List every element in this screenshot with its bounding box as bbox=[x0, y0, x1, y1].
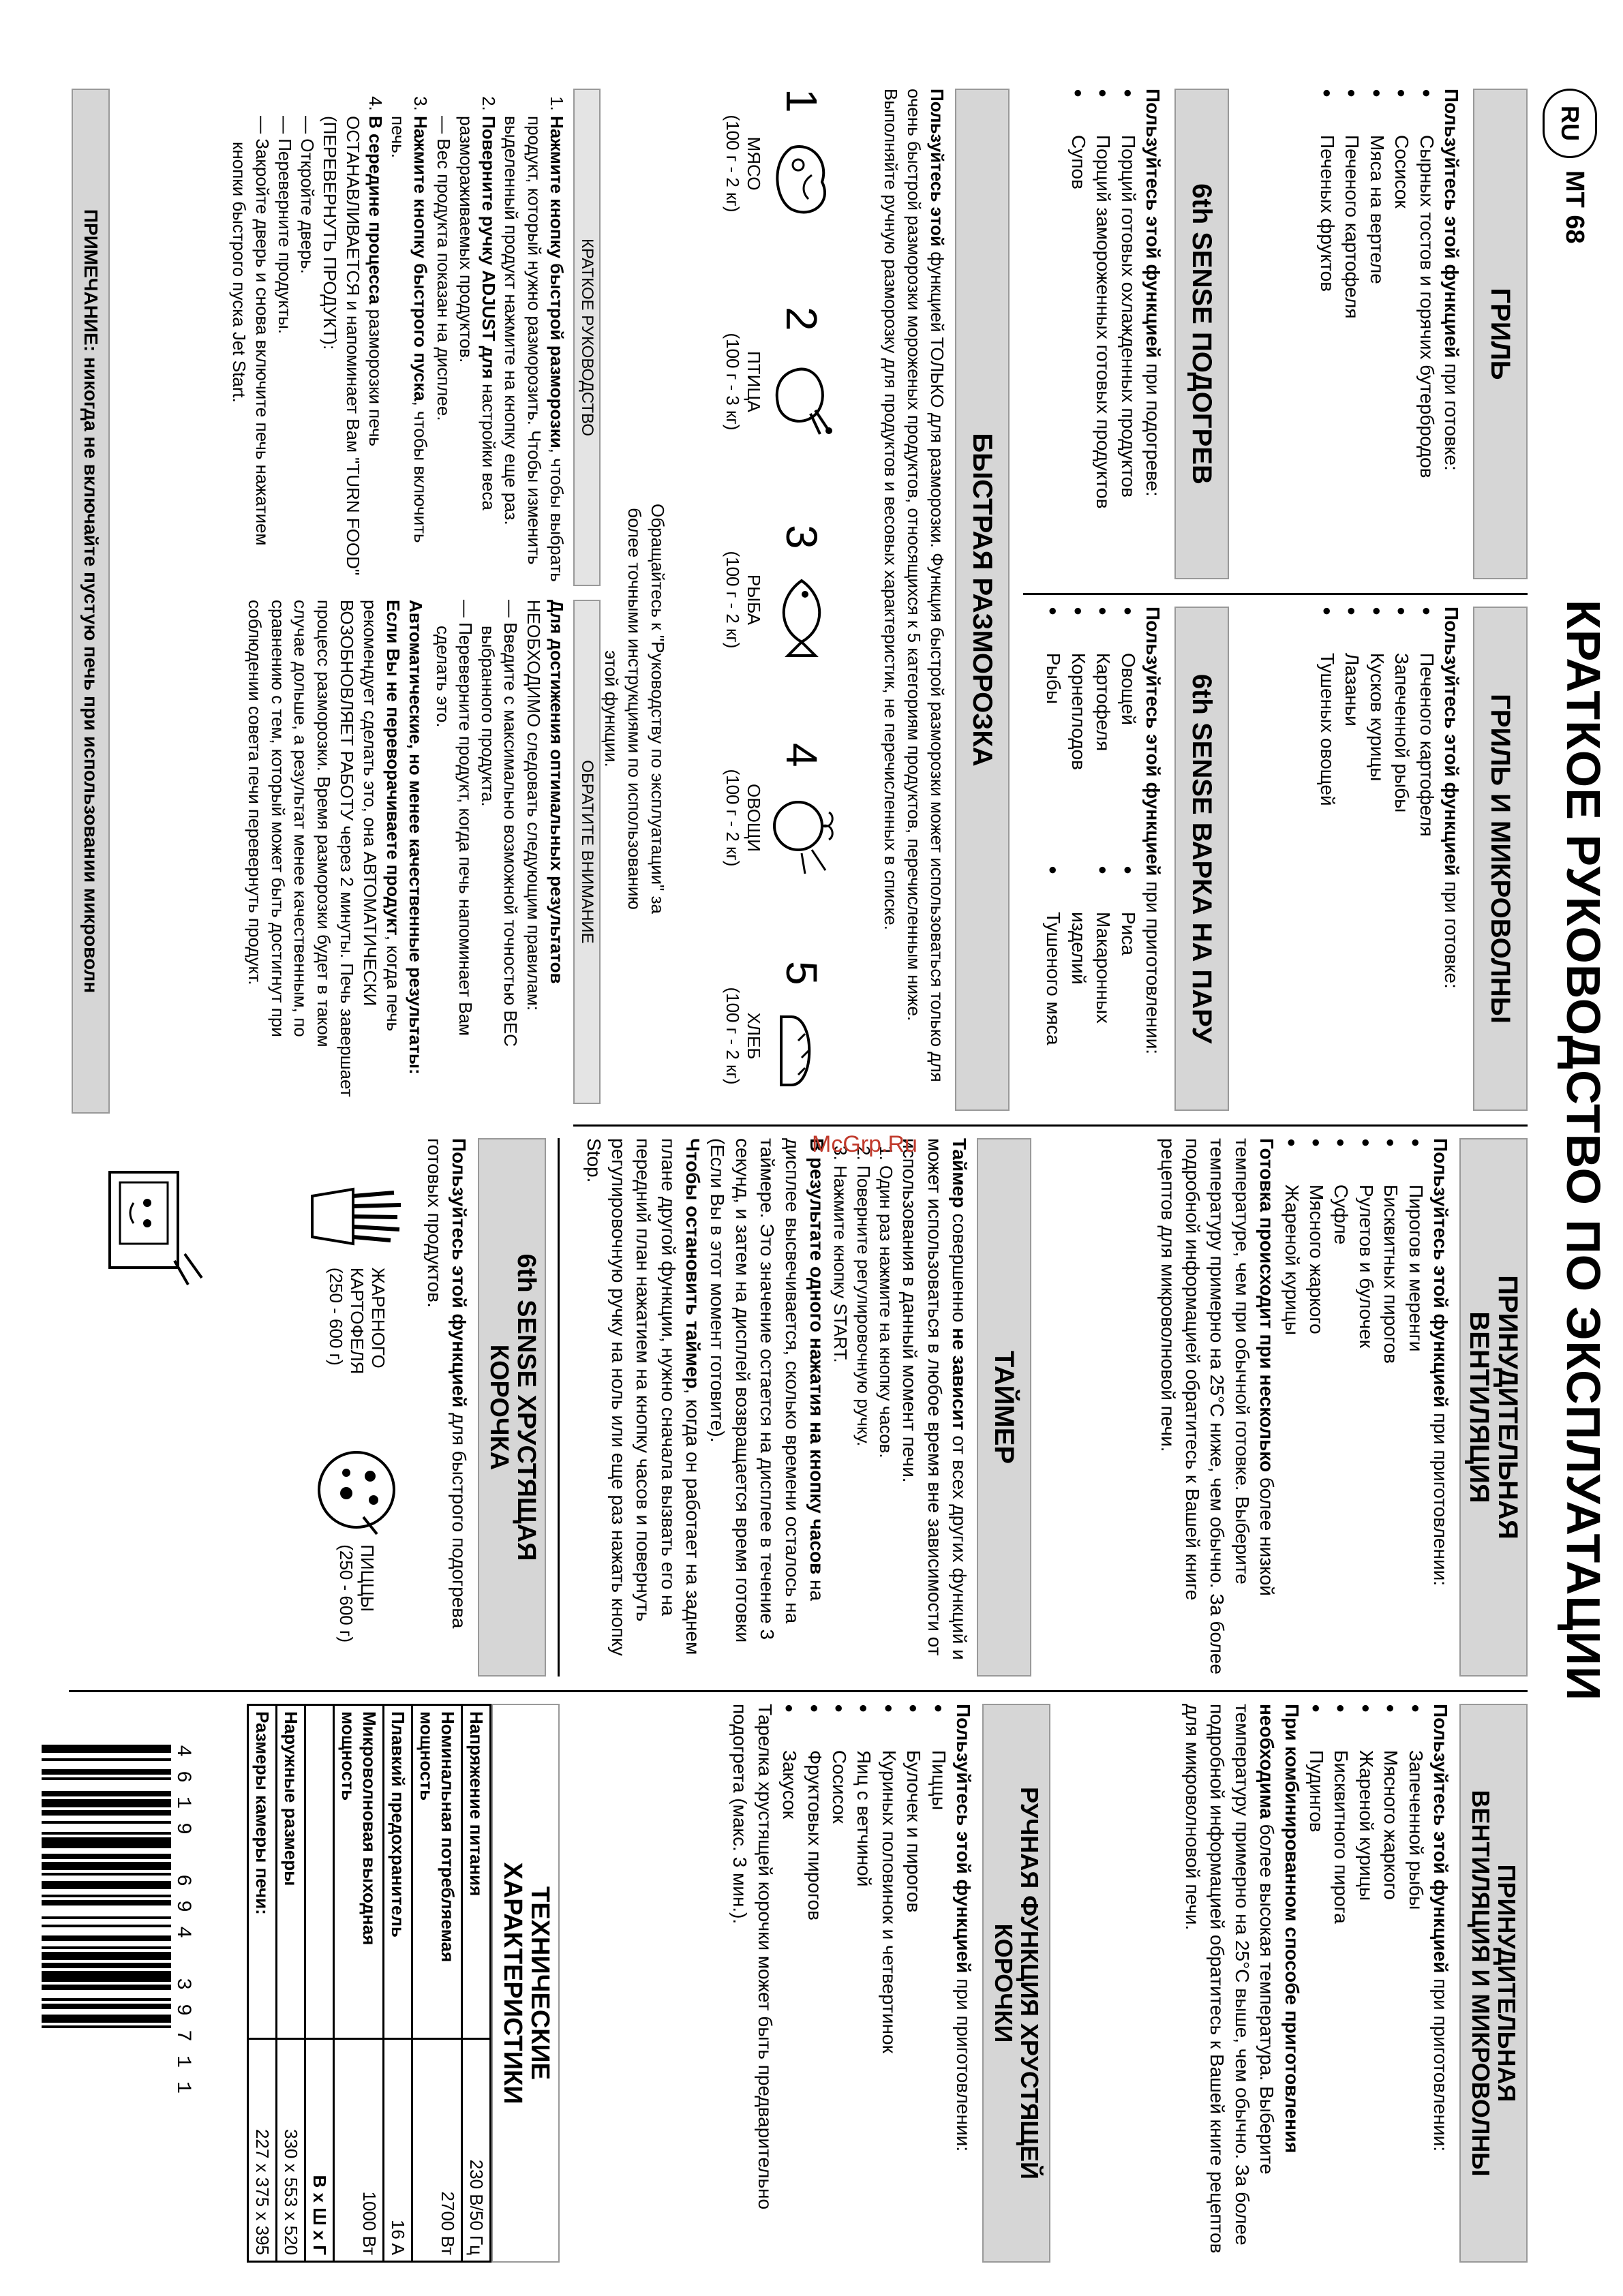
table-row: Номинальная потребляемая мощность 2700 Вт bbox=[412, 1705, 462, 2262]
defrost-category-meat bbox=[722, 89, 839, 239]
divider bbox=[69, 1690, 1528, 1692]
forced-air-title: ПРИНУДИТЕЛЬНАЯ ВЕНТИЛЯЦИЯ bbox=[1459, 1138, 1528, 1677]
forced-air-micro-intro-bold: Пользуйтесь этой функцией bbox=[1430, 1704, 1451, 1974]
oven-illustration-icon bbox=[96, 1152, 205, 1288]
category-name: ХЛЕБ bbox=[744, 1012, 764, 1060]
grill-micro-section bbox=[1315, 607, 1528, 1111]
barcode-bar bbox=[42, 1854, 171, 1859]
list-item: ● Бисквитного пирога bbox=[1329, 1704, 1353, 2263]
category-range: (100 г - 2 кг) bbox=[722, 114, 743, 213]
forced-air-micro-intro-rest: при приготовлении: bbox=[1430, 1973, 1451, 2152]
forced-air-note: Готовка происходит при несколько более низкой температуре, чем при обычной готовке. Выберите температуру примерно на 25°C ниже, чем обычно. За более подробной информацией обратитесь к Вашей книге рецептов для микроволновой печи. bbox=[1157, 1138, 1278, 1675]
divider bbox=[1023, 593, 1528, 595]
warning-note: ПРИМЕЧАНИЕ: никогда не включайте пустую печь при использовании микроволн bbox=[72, 89, 110, 1114]
list-item: ● Сосисок bbox=[1389, 89, 1414, 579]
forced-air-micro-title: ПРИНУДИТЕЛЬНАЯ ВЕНТИЛЯЦИЯ И МИКРОВОЛНЫ bbox=[1459, 1704, 1528, 2263]
barcode-bar bbox=[42, 1810, 171, 1816]
list-item: ● Мясного жаркого bbox=[1304, 1138, 1329, 1677]
crisp-pizza: ПИЦЦЫ (250 - 600 г) bbox=[305, 1442, 408, 1642]
list-item: ● Запеченной рыбы bbox=[1389, 607, 1414, 1111]
list-item: ● Пирогов и меренги bbox=[1403, 1138, 1427, 1677]
list-item: ● Фруктовых пирогов bbox=[802, 1704, 826, 2263]
list-item: ● Супов bbox=[1065, 89, 1090, 579]
defrost-category-vegetables bbox=[722, 743, 839, 893]
timer-title: ТАЙМЕР bbox=[977, 1138, 1031, 1677]
timer-display-note: В результате одного нажатия на кнопку часов на дисплее высвечивается, сколько времени осталось на таймере. Это значение остается на дисплее в течение 3 секунд, и затем на дисплей возвращается время готовки (Если Вы в этот момент готовите). bbox=[707, 1138, 828, 1643]
list-item: ● Овощей bbox=[1115, 607, 1140, 866]
table-row: Наружные размеры 330 x 553 x 520 bbox=[277, 1705, 305, 2262]
grill-title: ГРИЛЬ bbox=[1473, 89, 1528, 579]
list-item: ● Запеченной рыбы bbox=[1403, 1704, 1427, 2263]
list-item: ● Закусок bbox=[777, 1704, 802, 2263]
grill-micro-intro-bold: Пользуйтесь этой функцией bbox=[1441, 607, 1462, 876]
list-item: ● Сырных тостов и горячих бутербродов bbox=[1414, 89, 1438, 579]
sense-steam-list-right bbox=[1041, 866, 1140, 1097]
crisp-manual-list bbox=[777, 1704, 951, 2263]
dash-item: — Переверните продукты. bbox=[274, 116, 295, 335]
list-item: ● Риса bbox=[1115, 866, 1140, 1097]
barcode-bar bbox=[42, 1761, 171, 1769]
lang-badge-text: RU bbox=[1556, 106, 1584, 141]
list-item: ● Порций замороженных готовых продуктов bbox=[1091, 89, 1115, 579]
list-item: ● Пудингов bbox=[1304, 1704, 1329, 2263]
quick-guide-title: КРАТКОЕ РУКОВОДСТВО bbox=[573, 89, 601, 586]
timer-steps bbox=[829, 1138, 897, 1677]
barcode-bar bbox=[42, 1848, 171, 1854]
barcode-bar bbox=[42, 1900, 171, 1905]
list-item: ● Порций готовых охлажденных продуктов bbox=[1115, 89, 1140, 579]
crisp-manual-title: РУЧНАЯ ФУНКЦИЯ ХРУСТЯЩЕЙ КОРОЧКИ bbox=[982, 1704, 1050, 2263]
dash-item: — Введите с максимально возможной точностью ВЕС выбранного продукта. bbox=[478, 600, 521, 1047]
barcode-bar bbox=[42, 1791, 171, 1796]
table-row: В x Ш x Г bbox=[305, 1705, 334, 2262]
specs-table bbox=[247, 1704, 491, 2263]
defrost-attention: ОБРАТИТЕ ВНИМАНИЕ Для достижения оптимальных результатов НЕОБХОДИМО следовать следующим правилам: — Введите с максимально возможной точностью ВЕС выбранного продукта. — Переверните продукт, когда печь напоминает Вам сделать это. Автоматические, но менее качественные результаты: Если Вы не переворачиваете продукт, когда печь рекомендует сделать это, она АВТОМАТИЧЕСКИ ВОЗОБНОВЛЯЕТ РАБОТУ через 2 минуты. Печь завершает процесс разморозки. Время разморозки будет в таком случае дольше, а результат менее качественным, по сравнению с тем, который может быть достигнут при соблюдении совета печи перевернуть продукт. bbox=[243, 600, 601, 1104]
defrost-steps bbox=[228, 89, 568, 586]
defrost-section bbox=[879, 89, 1010, 1111]
list-item: ● Корнеплодов bbox=[1065, 607, 1090, 866]
lang-badge bbox=[1543, 89, 1597, 158]
category-range: (100 г - 2 кг) bbox=[722, 769, 743, 867]
sense-steam-title: 6th SENSE ВАРКА НА ПАРУ bbox=[1174, 607, 1229, 1111]
sense-steam-intro-bold: Пользуйтесь этой функцией bbox=[1142, 607, 1164, 876]
list-item: ● Печеного картофеля bbox=[1339, 89, 1364, 579]
forced-air-section bbox=[1155, 1138, 1528, 1677]
specs-section bbox=[247, 1704, 560, 2263]
list-item: ● Печеного картофеля bbox=[1414, 607, 1438, 1111]
dash-item: — Переверните продукт, когда печь напоминает Вам сделать это. bbox=[432, 600, 476, 1036]
list-item: 4. В середине процесса разморозки печь ОСТАНАВЛИВАЕТСЯ и напоминает Вам "TURN FOOD" (ПЕРЕВЕРНУТЬ ПРОДУКТ): — Откройте дверь. — Переверните продукты. — Закройте дверь и снова включите печь нажатием кнопки быстрого пуска Jet Start. bbox=[228, 116, 386, 586]
barcode-number: 4619 694 39711 bbox=[171, 1745, 194, 2108]
barcode bbox=[42, 1745, 198, 2235]
list-item: 2. Поверните ручку ADJUST для настройки веса размораживаемых продуктов. — Вес продукта показан на дисплее. bbox=[431, 116, 500, 586]
sense-reheat-intro-rest: при подогреве: bbox=[1142, 358, 1164, 497]
barcode-bar bbox=[42, 2009, 171, 2015]
table-row: Плавкий предохранитель 16 A bbox=[384, 1705, 412, 2262]
crisp-manual-intro-rest: при приготовлении: bbox=[953, 1973, 974, 2152]
category-number: 4 bbox=[777, 743, 827, 767]
barcode-bar bbox=[42, 1952, 171, 1960]
barcode-bar bbox=[42, 2028, 171, 2034]
barcode-bar bbox=[42, 1919, 171, 1925]
sense-reheat-title: 6th SENSE ПОДОГРЕВ bbox=[1174, 89, 1229, 579]
grill-micro-intro-rest: при готовке: bbox=[1441, 876, 1462, 989]
crisp-fries: ЖАРЕНОГО КАРТОФЕЛЯ (250 - 600 г) bbox=[305, 1172, 408, 1375]
barcode-bar bbox=[42, 1799, 171, 1807]
forced-air-micro-list bbox=[1304, 1704, 1428, 2263]
barcode-bar bbox=[42, 1889, 171, 1895]
list-item: ● Рыбы bbox=[1041, 607, 1065, 866]
list-item: ● Мяса на вертеле bbox=[1364, 89, 1389, 579]
category-number: 2 bbox=[777, 307, 827, 331]
barcode-bar bbox=[42, 1837, 171, 1848]
timer-stop-note: Чтобы остановить таймер, когда он работает на заднем плане другой функции, нужно сначала вызвать его на передний план нажатием на кнопку часов и повернуть регулировочную ручку на ноль или еще раз нажать кнопку Stop. bbox=[583, 1138, 704, 1656]
sense-steam-list-left bbox=[1041, 607, 1140, 866]
grill-intro-bold: Пользуйтесь этой функцией bbox=[1441, 89, 1462, 358]
timer-section bbox=[581, 1138, 1031, 1677]
sense-steam-intro-rest: при приготовлении: bbox=[1142, 876, 1164, 1055]
barcode-bars bbox=[42, 1745, 171, 2235]
dash-item: — Вес продукта показан на дисплее. bbox=[433, 116, 454, 421]
defrost-quick-guide bbox=[228, 89, 601, 586]
forced-air-micro-note: При комбинированном способе приготовления необходима более высокая температура. Выберите температуру примерно на 25°C выше, чем обычно. За более подробной информацией обратитесь к Вашей книге рецептов для микроволновой печи. bbox=[1182, 1704, 1303, 2254]
table-row: Размеры камеры печи: 227 x 375 x 395 bbox=[248, 1705, 277, 2262]
list-item: 2. Поверните регулировочную ручку. bbox=[851, 1165, 874, 1677]
list-item: ● Бисквитных пирогов bbox=[1378, 1138, 1403, 1677]
barcode-bar bbox=[42, 1927, 171, 1935]
sense-steam-section bbox=[1041, 607, 1229, 1111]
sense-crisp-section bbox=[305, 1138, 546, 1677]
list-item: ● Жареной курицы bbox=[1279, 1138, 1303, 1677]
fish-icon bbox=[764, 570, 839, 659]
barcode-bar bbox=[42, 1941, 171, 1946]
grill-section bbox=[1315, 89, 1528, 579]
list-item: ● Жареной курицы bbox=[1353, 1704, 1378, 2263]
bread-icon bbox=[764, 1007, 839, 1095]
list-item: ● Картофеля bbox=[1091, 607, 1115, 866]
defrost-title: БЫСТРАЯ РАЗМОРОЗКА bbox=[955, 89, 1010, 1111]
forced-air-intro-rest: при приготовлении: bbox=[1430, 1407, 1451, 1587]
pizza-icon bbox=[309, 1442, 404, 1537]
category-range: (100 г - 2 кг) bbox=[722, 987, 743, 1085]
dash-item: — Откройте дверь. bbox=[297, 116, 318, 274]
category-number: 1 bbox=[777, 89, 827, 113]
poultry-icon bbox=[764, 352, 839, 441]
list-item: ● Тушеных овощей bbox=[1315, 607, 1339, 1111]
attention-title: ОБРАТИТЕ ВНИМАНИЕ bbox=[573, 600, 601, 1104]
forced-air-micro-section bbox=[1180, 1704, 1528, 2263]
defrost-category-poultry bbox=[722, 307, 839, 457]
sense-crisp-intro: Пользуйтесь этой функцией для быстрого подогрева готовых продуктов. bbox=[423, 1138, 470, 1629]
model-name: MT 68 bbox=[1560, 170, 1589, 244]
grill-list bbox=[1315, 89, 1439, 579]
defrost-categories bbox=[722, 89, 839, 1111]
category-name: РЫБА bbox=[744, 574, 764, 626]
list-item: ● Яиц с ветчиной bbox=[851, 1704, 876, 2263]
defrost-category-fish bbox=[722, 525, 839, 675]
category-number: 3 bbox=[777, 525, 827, 549]
list-item: ● Сосисок bbox=[827, 1704, 851, 2263]
barcode-bar bbox=[42, 1985, 171, 1990]
list-item: ● Булочек и пирогов bbox=[901, 1704, 926, 2263]
list-item: ● Рулетов и булочек bbox=[1353, 1138, 1378, 1677]
specs-title: ТЕХНИЧЕСКИЕ ХАРАКТЕРИСТИКИ bbox=[491, 1704, 560, 2263]
category-name: ОВОЩИ bbox=[744, 784, 764, 852]
barcode-bar bbox=[42, 2004, 171, 2009]
vegetables-icon bbox=[764, 789, 839, 877]
barcode-bar bbox=[42, 1905, 171, 1916]
page-title: КРАТКОЕ РУКОВОДСТВО ПО ЭКСПЛУАТАЦИИ bbox=[1557, 600, 1610, 1702]
crisp-manual-section bbox=[727, 1704, 1050, 2263]
table-row: Напряжение питания 230 В/50 Гц bbox=[462, 1705, 491, 2262]
timer-intro: Таймер совершенно не зависит от всех других функций и может использоваться в любое время вне зависимости от использования в данный момент печи. bbox=[899, 1138, 970, 1660]
barcode-bar bbox=[42, 1816, 171, 1821]
grill-micro-list bbox=[1315, 607, 1439, 1111]
list-item: ● Тушеного мяса bbox=[1041, 866, 1065, 1097]
list-item: 1. Нажмите кнопку быстрой разморозки, чтобы выбрать продукт, который нужно разморозить. Чтобы изменить выделенный продукт нажмите на кнопку еще раз. bbox=[500, 116, 568, 586]
list-item: ● Печеных фруктов bbox=[1315, 89, 1339, 579]
defrost-category-bread bbox=[722, 961, 839, 1111]
fries-icon bbox=[305, 1172, 408, 1261]
crisp-manual-intro-bold: Пользуйтесь этой функцией bbox=[953, 1704, 974, 1974]
list-item: ● Кусков курицы bbox=[1364, 607, 1389, 1111]
barcode-bar bbox=[42, 1862, 171, 1870]
barcode-bar bbox=[42, 1824, 171, 1832]
grill-intro-rest: при готовке: bbox=[1441, 358, 1462, 471]
sense-reheat-list bbox=[1065, 89, 1140, 579]
category-range: (100 г - 3 кг) bbox=[722, 333, 743, 431]
list-item: ● Мясного жаркого bbox=[1378, 1704, 1403, 2263]
divider bbox=[558, 1138, 560, 1677]
category-number: 5 bbox=[777, 961, 827, 985]
list-item: 1. Один раз нажмите на кнопку часов. bbox=[875, 1165, 897, 1677]
category-range: (100 г - 2 кг) bbox=[722, 551, 743, 649]
forced-air-intro-bold: Пользуйтесь этой функцией bbox=[1430, 1138, 1451, 1408]
grill-micro-title: ГРИЛЬ И МИКРОВОЛНЫ bbox=[1473, 607, 1528, 1111]
category-name: МЯСО bbox=[744, 136, 764, 191]
barcode-bar bbox=[42, 1876, 171, 1881]
list-item: ● Пиццы bbox=[926, 1704, 950, 2263]
category-name: ПТИЦА bbox=[744, 351, 764, 412]
list-item: 3. Нажмите кнопку START. bbox=[829, 1165, 851, 1677]
list-item: ● Лазаньи bbox=[1339, 607, 1364, 1111]
defrost-refer-note: Обращайтесь к "Руководству по эксплуатации" за более точными инструкциями по использованию этой функции. bbox=[601, 504, 668, 914]
barcode-bar bbox=[42, 1881, 171, 1889]
barcode-bar bbox=[42, 1963, 171, 1968]
barcode-bar bbox=[42, 1935, 171, 1941]
barcode-bar bbox=[42, 1971, 171, 1982]
barcode-bar bbox=[42, 1990, 171, 1998]
table-row: Микроволновая выходная мощность 1000 Вт bbox=[334, 1705, 384, 2262]
barcode-bar bbox=[42, 1780, 171, 1791]
defrost-intro: Пользуйтесь этой функцией ТОЛЬКО для разморозки. Функция быстрой разморозки может использоваться только для очень быстрой разморозки мороженых продуктов, относящихся к 5 категориям продуктов, перечисленным ниже. Выполняйте ручную разморозку для продуктов и весовых характеристик, не перечисленных в списке. bbox=[881, 89, 947, 1082]
barcode-bar bbox=[42, 1753, 171, 1758]
meat-icon bbox=[764, 134, 839, 223]
list-item: ● Макаронных изделий bbox=[1065, 866, 1115, 1097]
sense-reheat-intro-bold: Пользуйтесь этой функцией bbox=[1142, 89, 1164, 358]
crisp-manual-note: Тарелка хрустящей корочки может быть предварительно подогрета (макс. 3 мин.). bbox=[729, 1704, 776, 2210]
barcode-bar bbox=[42, 1745, 171, 1753]
sense-reheat-section bbox=[1065, 89, 1229, 579]
list-item: 3. Нажмите кнопку быстрого пуска, чтобы включить печь. bbox=[386, 116, 432, 586]
barcode-bar bbox=[42, 1769, 171, 1775]
forced-air-list bbox=[1279, 1138, 1427, 1677]
list-item: ● Суфле bbox=[1329, 1138, 1353, 1677]
list-item: ● Куриных половинок и четвертинок bbox=[876, 1704, 900, 2263]
divider bbox=[573, 1124, 1528, 1127]
sense-crisp-title: 6th SENSE ХРУСТЯЩАЯ КОРОЧКА bbox=[478, 1138, 546, 1677]
watermark: McGrp.Ru bbox=[812, 1131, 917, 1157]
dash-item: — Закройте дверь и снова включите печь нажатием кнопки быстрого пуска Jet Start. bbox=[229, 116, 273, 546]
barcode-bar bbox=[42, 2015, 171, 2023]
